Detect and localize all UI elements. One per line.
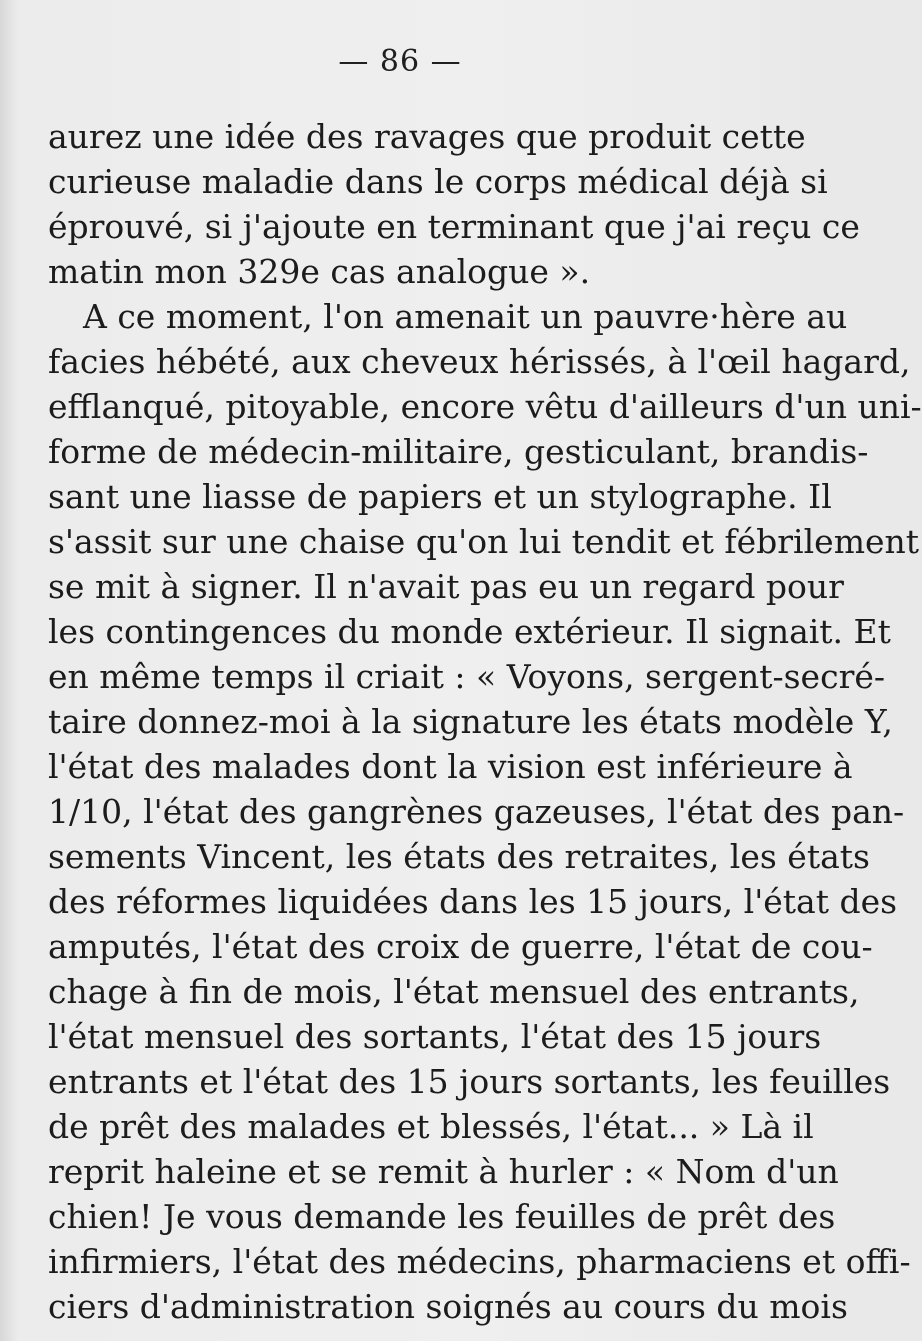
text-line: ciers d'administration soignés au cours du mois: [48, 1287, 848, 1326]
text-line: reprit haleine et se remit à hurler : « Nom d'un: [48, 1152, 839, 1191]
text-line: matin mon 329e cas analogue ».: [48, 252, 591, 291]
text-line: chage à fin de mois, l'état mensuel des entrants,: [48, 972, 860, 1011]
text-line: amputés, l'état des croix de guerre, l'état de cou-: [48, 927, 873, 966]
text-line: chien! Je vous demande les feuilles de prêt des: [48, 1197, 836, 1236]
text-line: en même temps il criait : « Voyons, sergent-secré-: [48, 657, 886, 696]
text-line: éprouvé, si j'ajoute en terminant que j'ai reçu ce: [48, 207, 860, 246]
text-line: taire donnez-moi à la signature les états modèle Y,: [48, 702, 893, 741]
text-line: sements Vincent, les états des retraites, les états: [48, 837, 870, 876]
text-line: aurez une idée des ravages que produit cette: [48, 117, 806, 156]
text-line: l'état mensuel des sortants, l'état des 15 jours: [48, 1017, 822, 1056]
text-line: 1/10, l'état des gangrènes gazeuses, l'état des pan-: [48, 792, 905, 831]
text-line: forme de médecin-militaire, gesticulant, brandis-: [48, 432, 869, 471]
text-line: se mit à signer. Il n'avait pas eu un regard pour: [48, 567, 844, 606]
text-line: s'assit sur une chaise qu'on lui tendit et fébrilement: [48, 522, 920, 561]
text-line: A ce moment, l'on amenait un pauvre·hère au: [83, 297, 848, 336]
text-line: entrants et l'état des 15 jours sortants, les feuilles: [48, 1062, 891, 1101]
text-line: l'état des malades dont la vision est inférieure à: [48, 747, 853, 786]
page-number: — 86 —: [338, 44, 462, 79]
text-line: les contingences du monde extérieur. Il signait. Et: [48, 612, 891, 651]
text-line: curieuse maladie dans le corps médical déjà si: [48, 162, 828, 201]
text-line: infirmiers, l'état des médecins, pharmaciens et offi-: [48, 1242, 911, 1281]
text-line: efflanqué, pitoyable, encore vêtu d'ailleurs d'un uni-: [48, 387, 922, 426]
text-line: des réformes liquidées dans les 15 jours, l'état des: [48, 882, 898, 921]
text-line: sant une liasse de papiers et un stylographe. Il: [48, 477, 832, 516]
text-line: facies hébété, aux cheveux hérissés, à l'œil hagard,: [48, 342, 911, 381]
text-line: de prêt des malades et blessés, l'état... » Là il: [48, 1107, 814, 1146]
